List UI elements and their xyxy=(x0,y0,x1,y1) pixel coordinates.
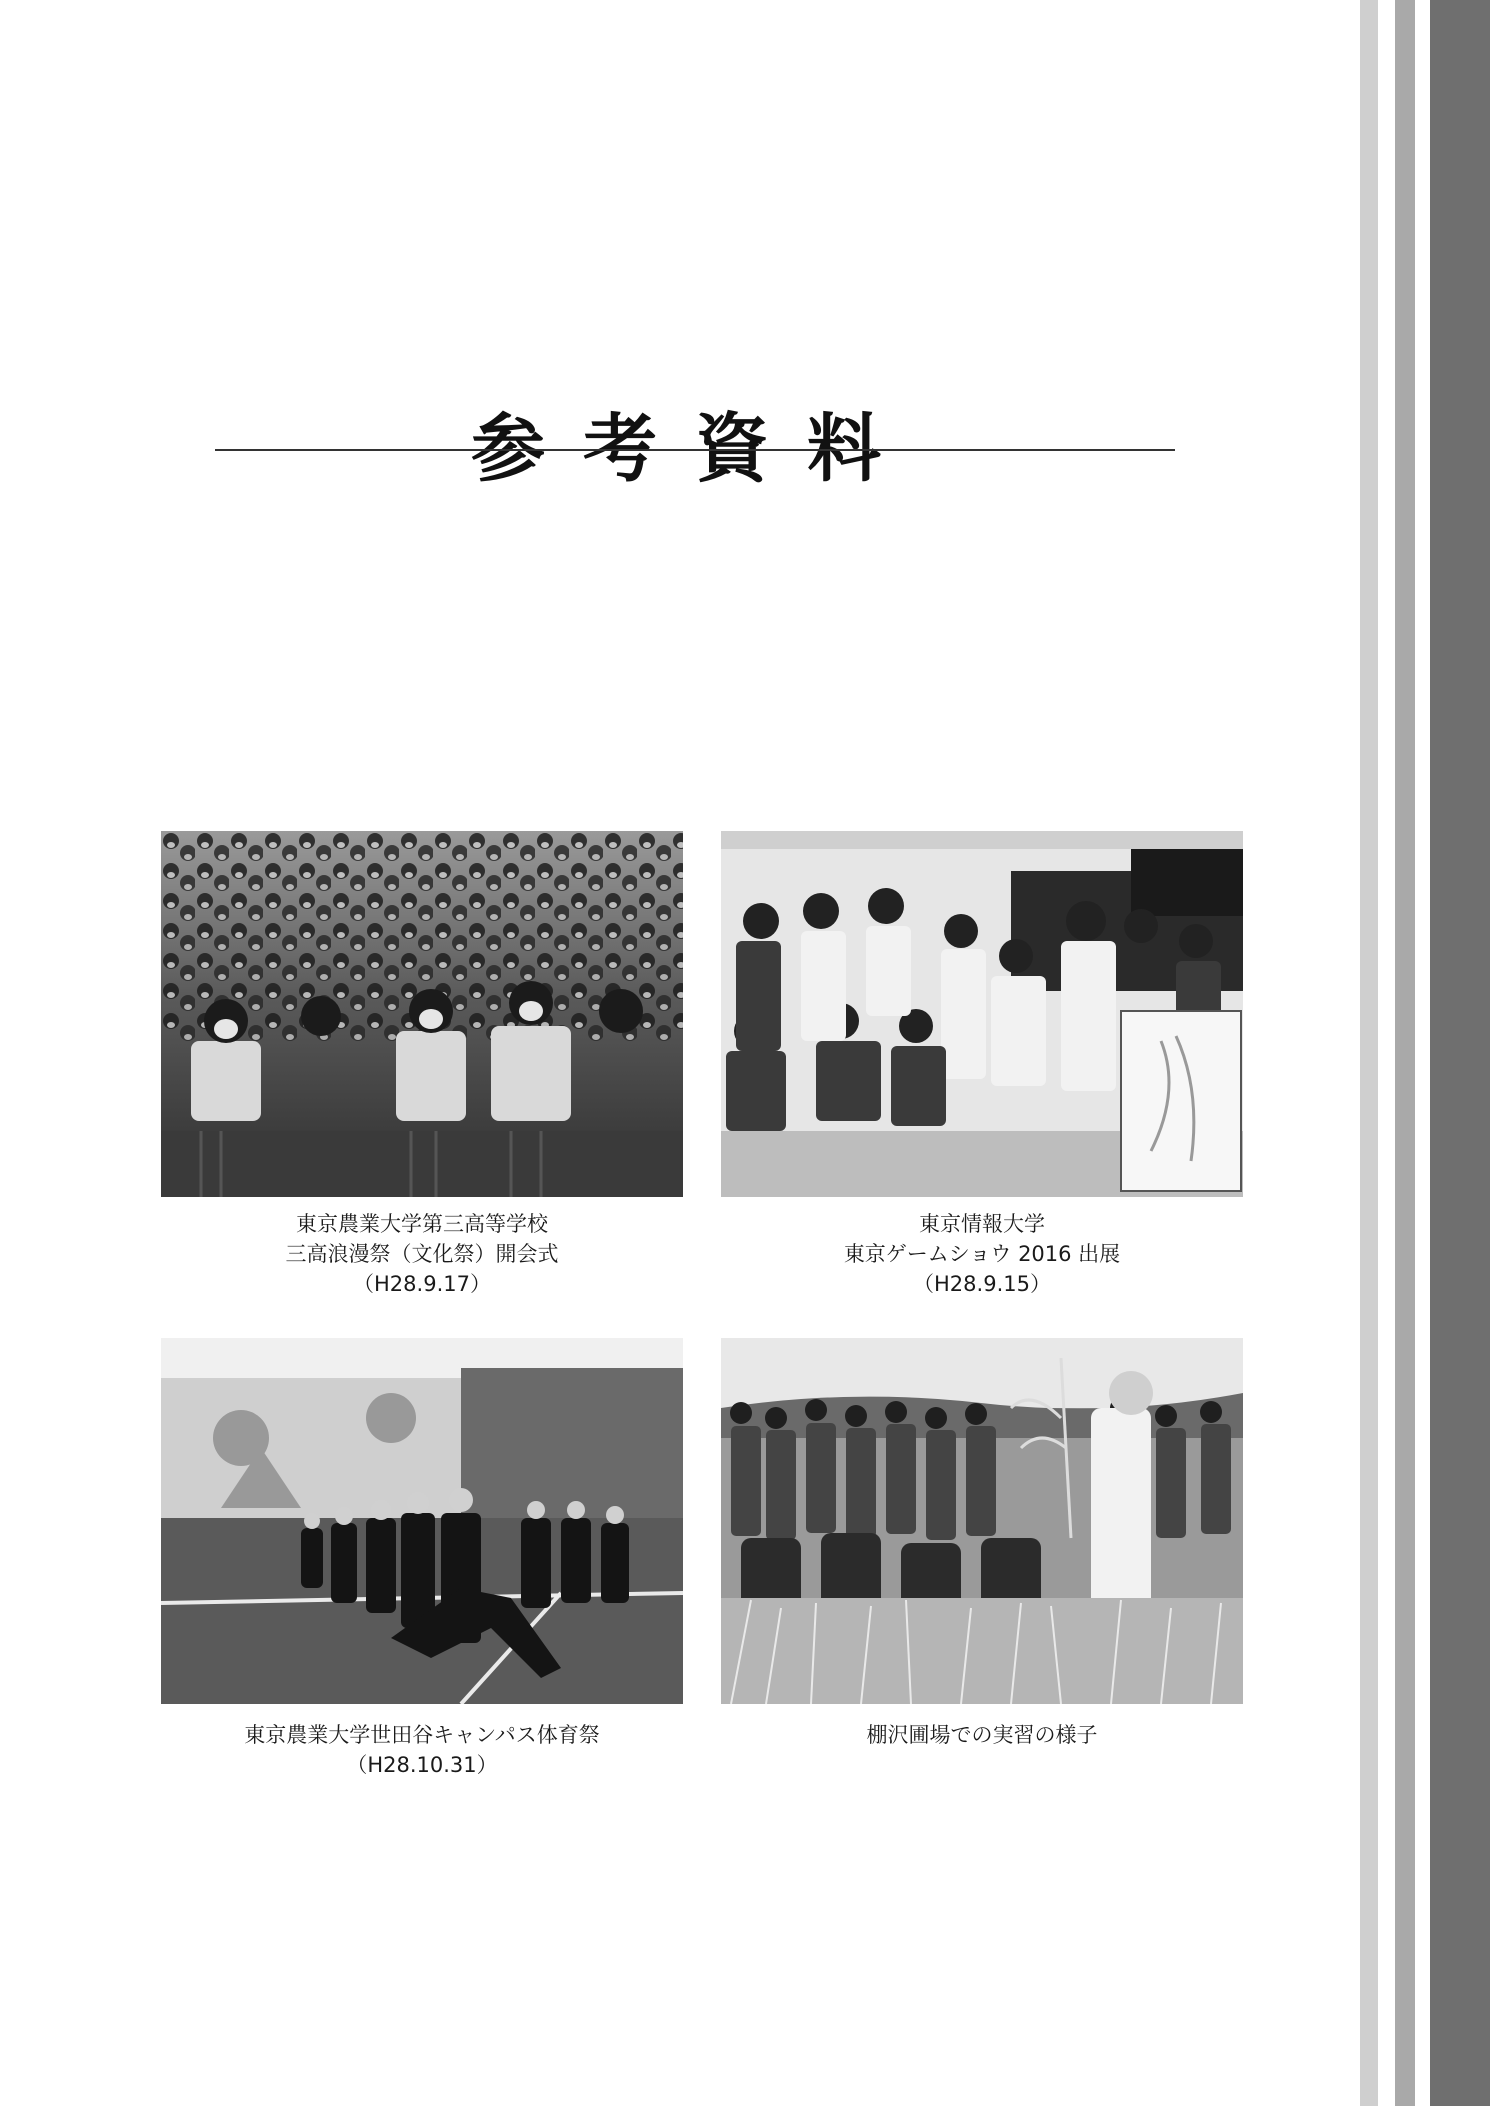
photo-caption-2 xyxy=(721,1209,1243,1299)
decorative-stripe-mid xyxy=(1395,0,1415,2106)
photo-caption-4 xyxy=(721,1720,1243,1750)
page-title: 参考資料 xyxy=(471,405,919,492)
caption-line: 棚沢圃場での実習の様子 xyxy=(866,1723,1098,1747)
caption-line: 東京ゲームショウ 2016 出展 xyxy=(843,1242,1121,1266)
caption-date: （H28.9.17） xyxy=(353,1272,491,1296)
caption-line: 三高浪漫祭（文化祭）開会式 xyxy=(285,1242,559,1266)
caption-line: 東京農業大学第三高等学校 xyxy=(296,1212,548,1236)
crowd-of-students-photo xyxy=(161,831,683,1197)
photo-caption-1 xyxy=(161,1209,683,1299)
decorative-stripe-dark xyxy=(1430,0,1490,2106)
farm-field-practice-photo xyxy=(721,1338,1243,1704)
caption-line: 東京情報大学 xyxy=(919,1212,1045,1236)
sports-festival-dance-photo xyxy=(161,1338,683,1704)
exhibition-group-photo xyxy=(721,831,1243,1197)
photo-caption-3 xyxy=(161,1720,683,1780)
title-divider xyxy=(215,449,1175,451)
decorative-stripe-light xyxy=(1360,0,1378,2106)
caption-line: 東京農業大学世田谷キャンパス体育祭 xyxy=(244,1723,600,1747)
caption-date: （H28.10.31） xyxy=(346,1753,498,1777)
caption-date: （H28.9.15） xyxy=(913,1272,1051,1296)
